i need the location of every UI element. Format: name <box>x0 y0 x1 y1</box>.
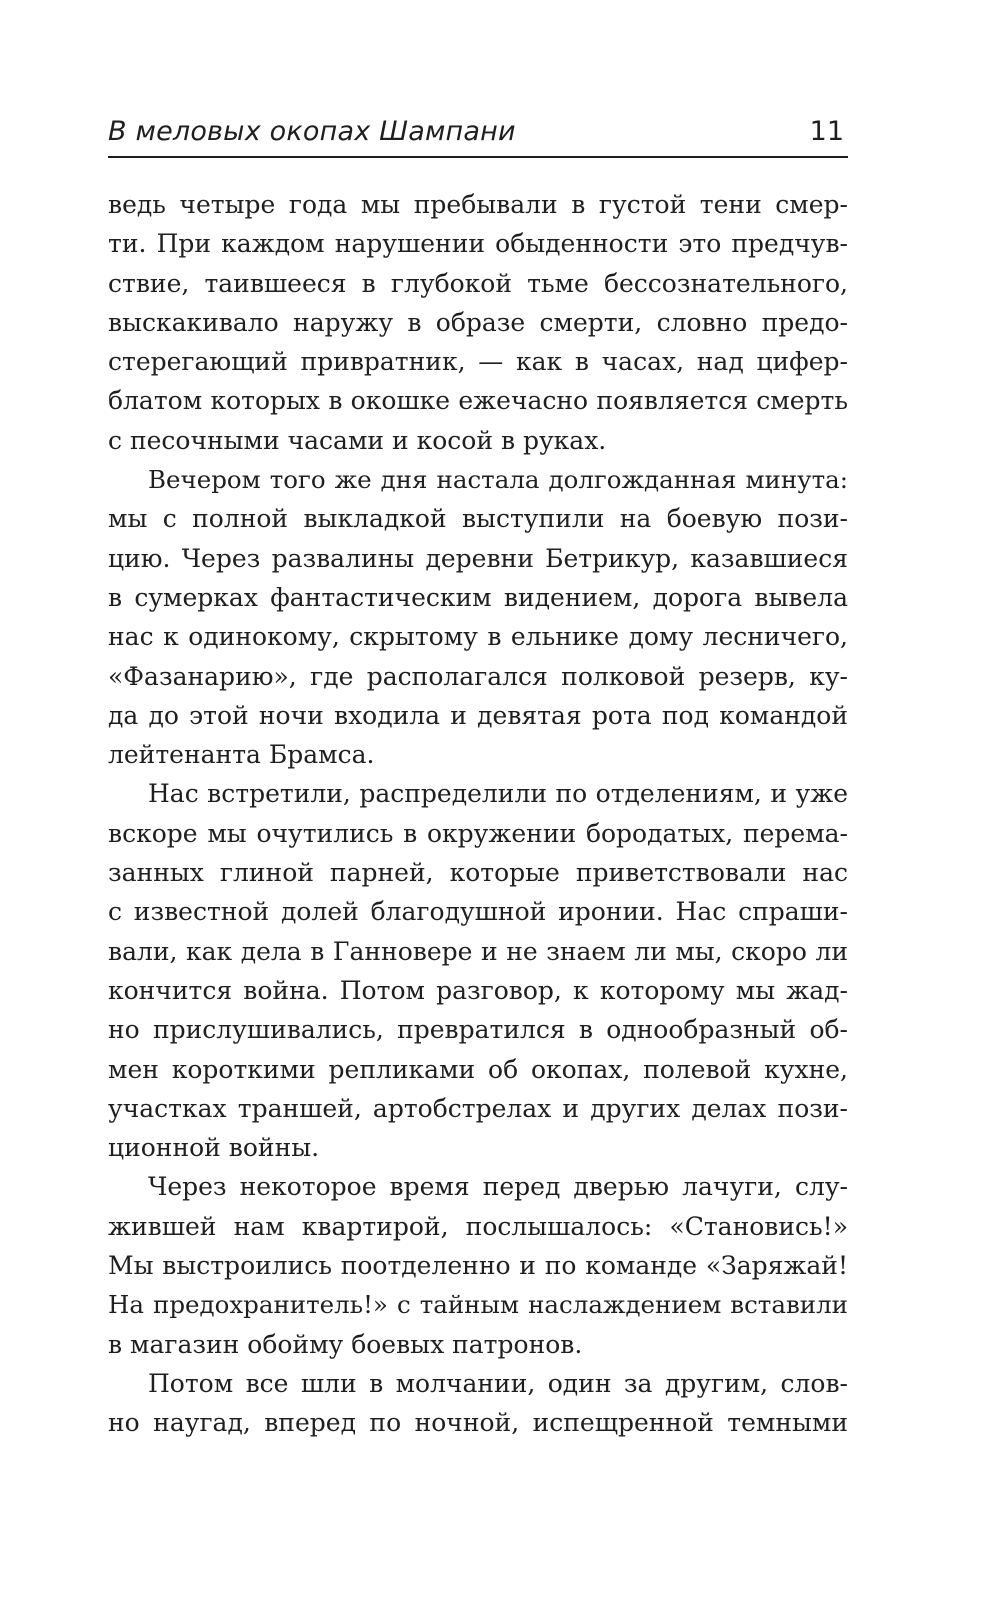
text-line: ствие, таившееся в глубокой тьме бессознательного, <box>108 268 848 298</box>
text-line: Потом все шли в молчании, один за другим, слов- <box>148 1368 848 1398</box>
text-line: ти. При каждом нарушении обыденности это предчув- <box>108 229 848 259</box>
text-line: «Фазанарию», где располагался полковой резерв, ку- <box>108 661 848 691</box>
text-line: кончится война. Потом разговор, к которому мы жад- <box>108 975 848 1005</box>
body-text <box>108 185 848 1443</box>
paragraph-1 <box>108 185 848 460</box>
text-line: мы с полной выкладкой выступили на боевую пози- <box>108 504 848 534</box>
paragraph-3 <box>108 774 848 1167</box>
text-line: да до этой ночи входила и девятая рота под командой <box>108 700 848 730</box>
text-line: занных глиной парней, которые приветствовали нас <box>108 858 848 888</box>
text-line: Мы выстроились поотделенно и по команде «Заряжай! <box>108 1251 848 1281</box>
text-line: жившей нам квартирой, послышалось: «Становись!» <box>108 1211 848 1241</box>
running-title: В меловых окопах Шампани <box>108 116 516 147</box>
text-line: цию. Через развалины деревни Бетрикур, казавшиеся <box>108 543 848 573</box>
text-line: в магазин обойму боевых патронов. <box>108 1329 583 1359</box>
text-line: в сумерках фантастическим видением, дорога вывела <box>108 582 848 612</box>
text-line: лейтенанта Брамса. <box>108 740 375 770</box>
text-line: но прислушивались, превратился в однообразный об- <box>108 1015 848 1045</box>
text-line: Нас встретили, распределили по отделениям, и уже <box>148 779 848 809</box>
text-line: блатом которых в окошке ежечасно появляется смерть <box>108 386 848 416</box>
text-line: ционной войны. <box>108 1133 320 1163</box>
text-line: Вечером того же дня настала долгожданная минута: <box>148 465 848 495</box>
text-line: мен короткими репликами об окопах, полевой кухне, <box>108 1054 848 1084</box>
text-line: вали, как дела в Ганновере и не знаем ли мы, скоро ли <box>108 936 848 966</box>
page-number: 11 <box>809 116 844 147</box>
text-line: вскоре мы очутились в окружении бородатых, перема- <box>108 818 848 848</box>
paragraph-2 <box>108 460 848 774</box>
text-line: ведь четыре года мы пребывали в густой тени смер- <box>108 190 848 219</box>
text-line: стерегающий привратник, — как в часах, над цифер- <box>108 347 848 377</box>
text-line: На предохранитель!» с тайным наслаждением вставили <box>108 1290 848 1320</box>
text-line: участках траншей, артобстрелах и других делах пози- <box>108 1093 848 1123</box>
running-head <box>108 112 848 158</box>
text-line: с песочными часами и косой в руках. <box>108 425 607 455</box>
text-line: Через некоторое время перед дверью лачуги, слу- <box>148 1172 848 1202</box>
text-line: с известной долей благодушной иронии. Нас спраши- <box>108 897 848 927</box>
paragraph-5 <box>108 1364 848 1443</box>
paragraph-4 <box>108 1167 848 1363</box>
text-line: но наугад, вперед по ночной, испещренной темными <box>108 1408 848 1438</box>
text-line: нас к одинокому, скрытому в ельнике дому лесничего, <box>108 622 848 652</box>
text-line: выскакивало наружу в образе смерти, словно предо- <box>108 307 848 337</box>
